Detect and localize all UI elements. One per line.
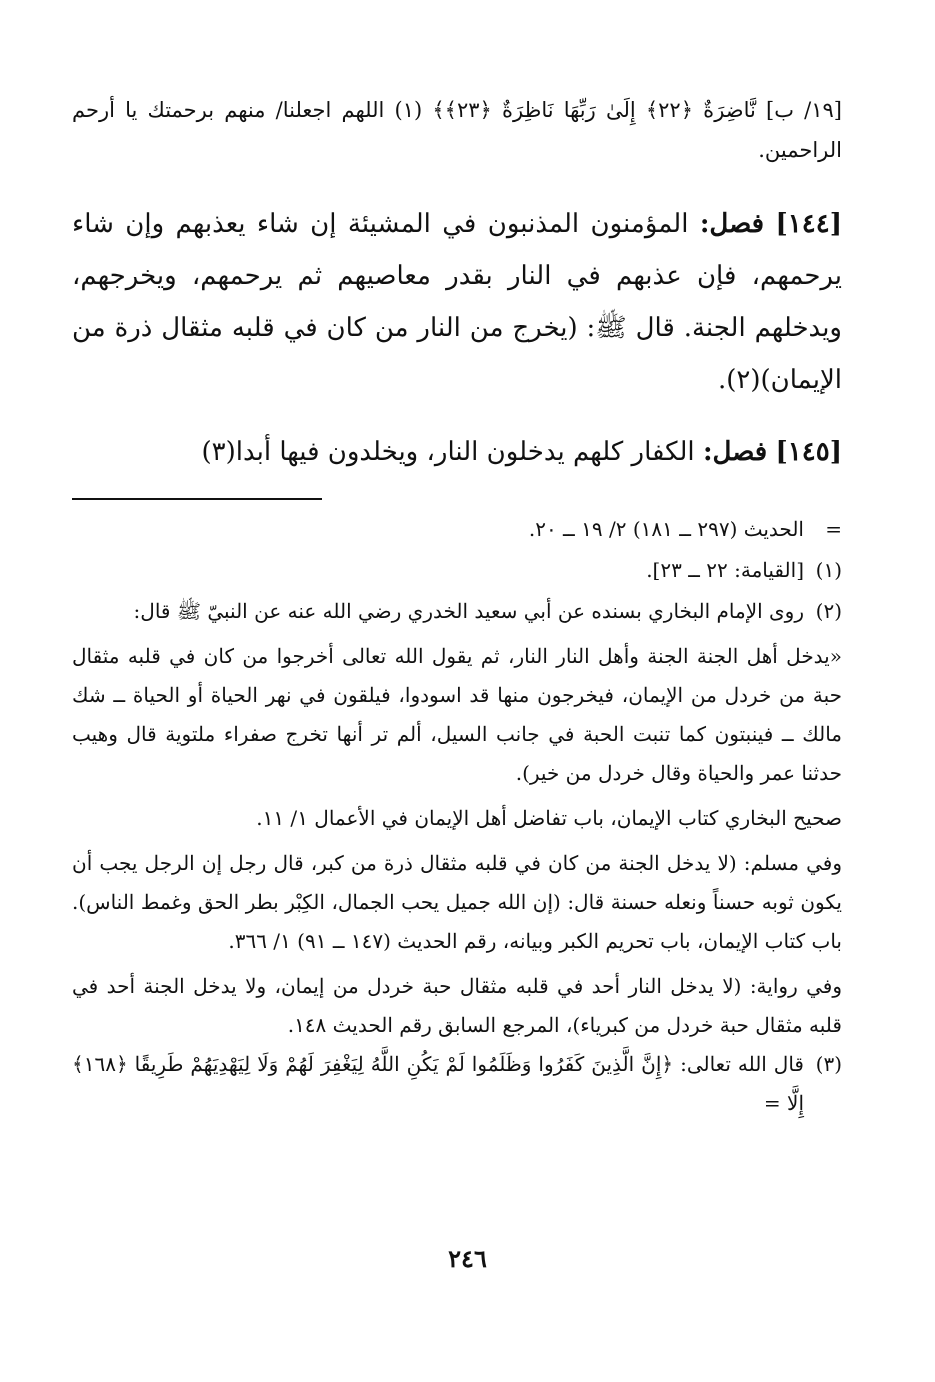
- footnote-1-text: [القيامة: ٢٢ ــ ٢٣].: [646, 558, 804, 582]
- section-145-heading: فصل:: [702, 437, 768, 467]
- footnote-2-intro: روى الإمام البخاري بسنده عن أبي سعيد الخدري رضي الله عنه عن النبيّ ﷺ قال:: [133, 599, 804, 623]
- footnote-1-marker: (١): [815, 558, 842, 582]
- footnote-continuation: [72, 510, 842, 549]
- footnote-2-riwaya: وفي رواية: (لا يدخل النار أحد في قلبه مثقال حبة خردل من إيمان، ولا يدخل الجنة أحد في قلبه مثقال حبة خردل من كبرياء)، المرجع السابق رقم الحديث ١٤٨.: [72, 974, 842, 1037]
- section-144: [72, 198, 842, 406]
- section-145-number: [١٤٥]: [775, 437, 842, 467]
- footnote-continuation-marker: =: [825, 517, 842, 541]
- footnote-2-marker: (٢): [815, 599, 842, 623]
- page-number: ٢٤٦: [448, 1244, 487, 1273]
- footnote-3-marker: (٣): [815, 1052, 842, 1076]
- section-144-text: المؤمنون المذنبون في المشيئة إن شاء يعذبهم وإن شاء يرحمهم، فإن عذبهم في النار بقدر معاصيهم ثم يرحمهم، ويخرجهم، ويدخلهم الجنة. قال ﷺ: (يخرج من النار من كان في قلبه مثقال ذرة من الإيمان)(٢).: [72, 209, 842, 395]
- section-145-text: الكفار كلهم يدخلون النار، ويخلدون فيها أبدا(٣): [201, 437, 695, 467]
- section-144-heading: فصل:: [699, 209, 765, 239]
- footnote-3-text: قال الله تعالى: ﴿إِنَّ الَّذِينَ كَفَرُوا وَظَلَمُوا لَمْ يَكُنِ اللَّهُ لِيَغْفِرَ لَهُمْ وَلَا لِيَهْدِيَهُمْ طَرِيقًا ﴿١٦٨﴾ إِلَّا =: [72, 1052, 804, 1115]
- footnote-3: [72, 1045, 842, 1123]
- footnote-divider: [72, 498, 322, 500]
- top-line: [١٩/ ب] نَّاضِرَةٌ ﴿٢٢﴾ إِلَىٰ رَبِّهَا نَاظِرَةٌ ﴿٢٣﴾﴾ (١) اللهم اجعلنا/ منهم برحمتك يا أرحم الراحمين.: [72, 98, 842, 162]
- footnote-continuation-text: الحديث (٢٩٧ ــ ١٨١) ٢/ ١٩ ــ ٢٠.: [528, 517, 804, 541]
- footnote-2-quote: «يدخل أهل الجنة الجنة وأهل النار النار، ثم يقول الله تعالى أخرجوا من كان في قلبه مثقال حبة من خردل من الإيمان، فيخرجون منها قد اسودوا، فيلقون في نهر الحياة أو الحياة ــ شك مالك ــ فينبتون كما تنبت الحبة في جانب السيل، ألم تر أنها تخرج صفراء ملتوية قال وهيب حدثنا عمر والحياة وقال خردل من خير).: [72, 644, 842, 785]
- footnote-2-muslim: وفي مسلم: (لا يدخل الجنة من كان في قلبه مثقال ذرة من كبر، قال رجل إن الرجل يجب أن يكون ثوبه حسناً ونعله حسنة قال: (إن الله جميل يحب الجمال، الكِبْر بطر الحق وغمط الناس). باب كتاب الإيمان، باب تحريم الكبر وبيانه، رقم الحديث (١٤٧ ــ ٩١) ١/ ٣٦٦.: [72, 851, 842, 953]
- footnote-1: [72, 551, 842, 590]
- section-145: [72, 426, 842, 478]
- footnote-2-source: صحيح البخاري كتاب الإيمان، باب تفاضل أهل الإيمان في الأعمال ١/ ١١.: [256, 806, 842, 830]
- footnote-2: [72, 592, 842, 631]
- footnotes: [72, 510, 842, 1123]
- page-content: [72, 90, 842, 1125]
- section-144-number: [١٤٤]: [775, 209, 842, 239]
